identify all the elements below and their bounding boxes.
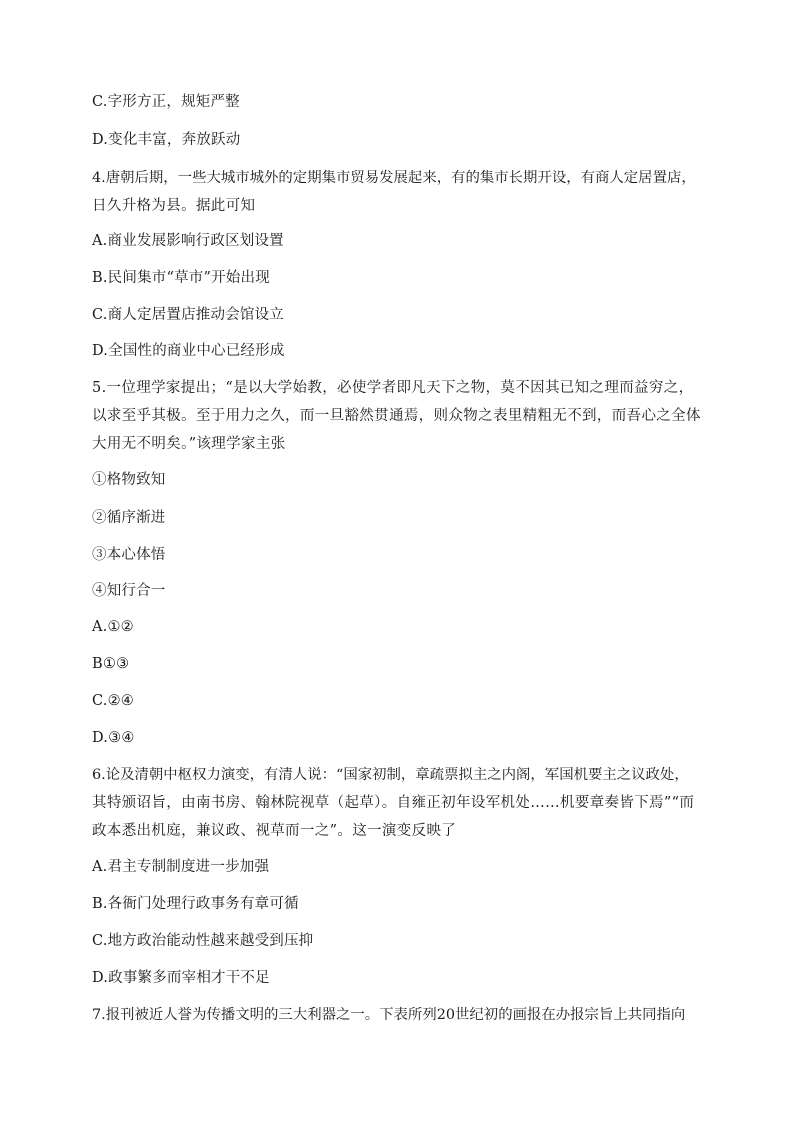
q3-option-d: D.变化丰富，奔放跃动 [92,132,241,148]
q5-stem-line-2: 以求至乎其极。至于用力之久，而一旦豁然贯通焉，则众物之表里精粗无不到，而吾心之全体 [92,408,701,424]
q6-option-a: A.君主专制制度进一步加强 [92,859,270,875]
q4-option-d: D.全国性的商业中心已经形成 [92,343,285,359]
q6-option-c: C.地方政治能动性越来越受到压抑 [92,933,314,949]
q4-option-a: A.商业发展影响行政区划设置 [92,233,284,249]
q6-option-d: D.政事繁多而宰相才干不足 [92,970,270,986]
q7-stem-line-1: 7.报刊被近人誉为传播文明的三大利器之一。下表所列20世纪初的画报在办报宗旨上共同指向 [92,1007,686,1023]
q5-item-1: ①格物致知 [92,472,166,488]
q4-option-b: B.民间集市“草市”开始出现 [92,270,270,286]
q4-option-c: C.商人定居置店推动会馆设立 [92,307,284,323]
q3-option-c: C.字形方正，规矩严整 [92,94,240,110]
q5-option-d: D.③④ [92,730,135,746]
q5-stem-line-1: 5.一位理学家提出；“是以大学始教，必使学者即凡天下之物，莫不因其已知之理而益穷之， [92,380,694,396]
q5-item-4: ④知行合一 [92,583,166,599]
q5-item-2: ②循序渐进 [92,510,166,526]
q5-option-b: B①③ [92,656,130,672]
q6-stem-line-3: 政本悉出机庭，兼议政、视草而一之”。这一演变反映了 [92,823,457,839]
q6-option-b: B.各衙门处理行政事务有章可循 [92,896,299,912]
q6-stem-line-2: 其特颁诏旨，由南书房、翰林院视草（起草）。自雍正初年设军机处……机要章奏皆下焉”“而 [92,795,695,811]
q4-stem-line-2: 日久升格为县。据此可知 [92,198,256,214]
q5-option-a: A.①② [92,619,134,635]
q5-stem-line-3: 大用无不明矣。”该理学家主张 [92,436,286,452]
q6-stem-line-1: 6.论及清朝中枢权力演变，有清人说：“国家初制，章疏票拟主之内阁，军国机要主之议政处， [92,767,689,783]
q4-stem-line-1: 4.唐朝后期，一些大城市城外的定期集市贸易发展起来，有的集市长期开设，有商人定居置店， [92,170,696,186]
q5-option-c: C.②④ [92,693,134,709]
q5-item-3: ③本心体悟 [92,547,166,563]
